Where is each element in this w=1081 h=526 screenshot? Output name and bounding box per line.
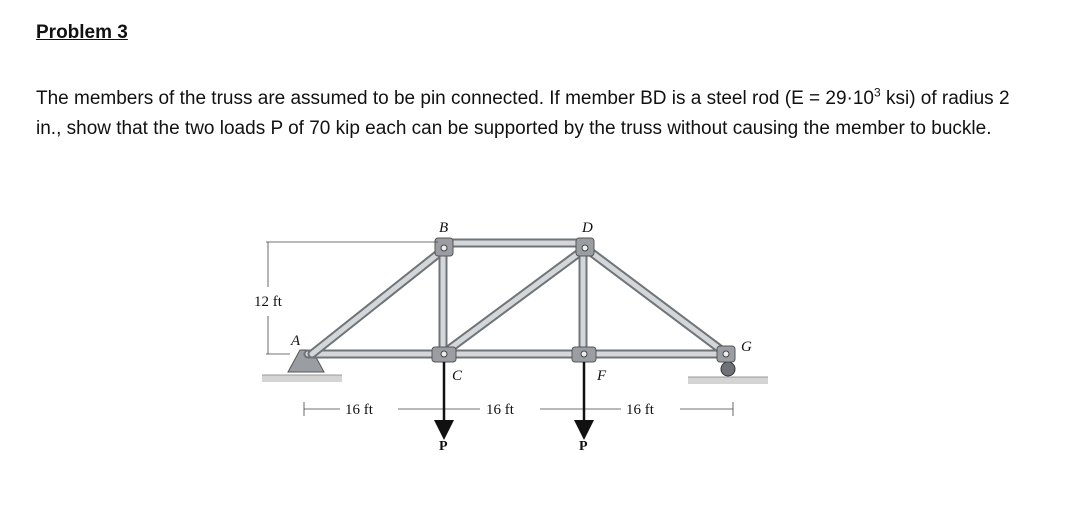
load-label-F: P [579,439,588,454]
problem-heading: Problem 3 [36,22,128,43]
truss-figure [240,212,780,462]
joint-label-B: B [439,220,449,236]
joint-label-G: G [741,339,752,355]
exponent: 3 [874,85,881,100]
statement-text-part1: The members of the truss are assumed to be pin connected. If member BD is a steel rod (E = 29·10 [36,88,874,109]
joint-label-C: C [452,368,463,384]
gusset-B [435,238,453,256]
statement-text-part2: ksi) of radius 2 in., show that the two loads P of 70 kip each can be supported by the truss without causing the member to buckle. [36,88,1010,139]
gusset-D [576,238,594,256]
load-label-C: P [439,439,448,454]
joint-label-D: D [582,220,593,236]
gusset-G [717,346,735,362]
height-dimension-label: 12 ft [254,294,282,310]
roller-support-G [721,362,735,376]
problem-statement [36,84,1036,144]
joint-label-A: A [291,333,301,349]
gusset-F [572,347,596,362]
gusset-C [432,347,456,362]
ground-right [688,377,768,384]
member-AB [312,250,443,354]
member-CD [448,250,583,350]
span-dimension-label-3: 16 ft [626,402,654,418]
span-dimension-label-2: 16 ft [486,402,514,418]
ground-left [262,375,342,382]
member-DG [588,250,724,352]
joint-label-F: F [597,368,607,384]
span-dimension-label-1: 16 ft [345,402,373,418]
